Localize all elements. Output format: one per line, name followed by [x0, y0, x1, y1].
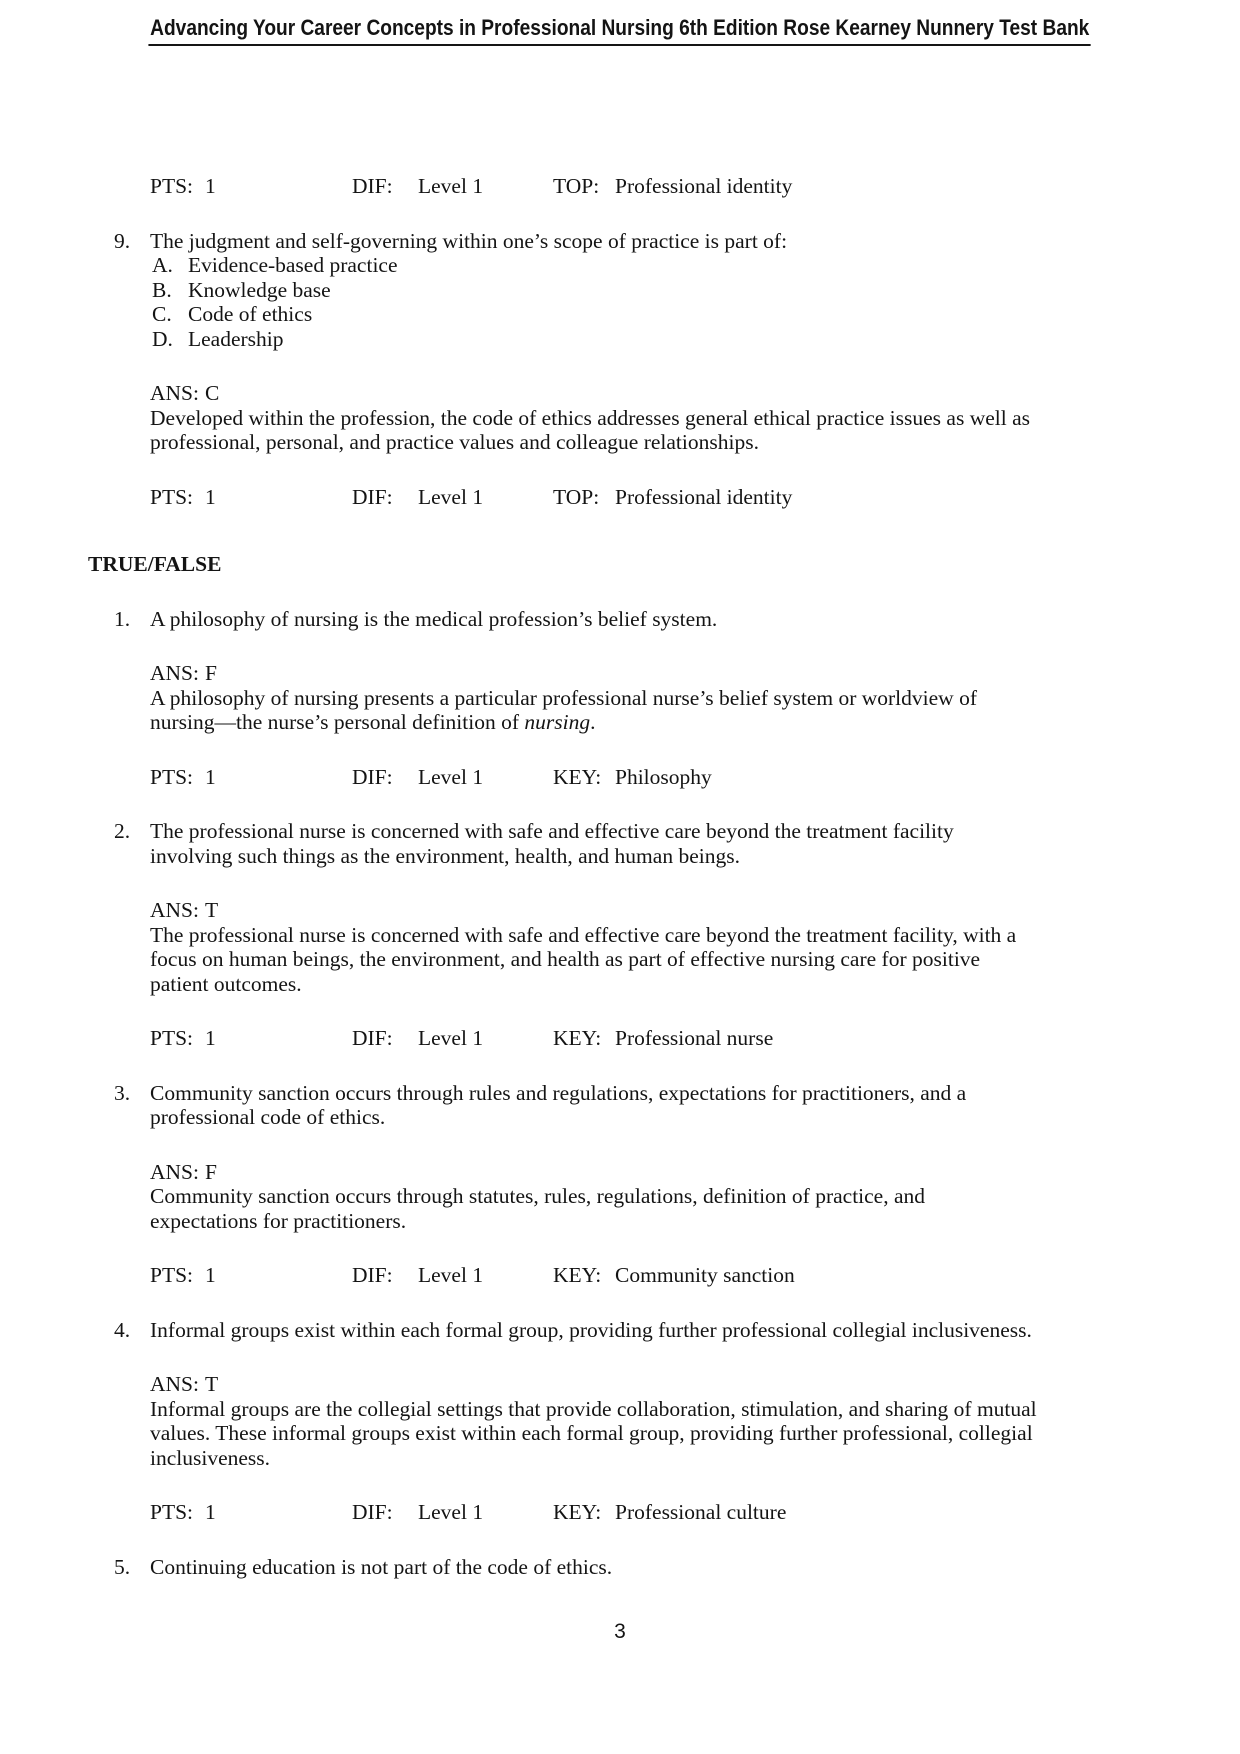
- meta-label: DIF:: [352, 1263, 393, 1287]
- answer-option: [152, 326, 1240, 352]
- question: [0, 1555, 1240, 1580]
- meta-label: PTS:: [150, 1263, 194, 1287]
- feedback-line: [150, 710, 1240, 735]
- answer-block: [0, 898, 1240, 996]
- meta-label: DIF:: [352, 1500, 393, 1524]
- meta-label: DIF:: [352, 1026, 393, 1050]
- question-text-line: [114, 819, 1240, 844]
- question: [0, 819, 1240, 868]
- text-run: inclusiveness.: [150, 1445, 271, 1470]
- meta-value: 1: [205, 764, 216, 789]
- question: [0, 1081, 1240, 1130]
- feedback-line: [150, 686, 1240, 711]
- option-text: Code of ethics: [188, 302, 313, 326]
- answer-line: [150, 1372, 1240, 1397]
- feedback-line: [150, 1184, 1240, 1209]
- question-number: 9.: [114, 228, 131, 253]
- meta-value: Community sanction: [615, 1263, 795, 1287]
- answer-value: T: [205, 1372, 219, 1396]
- question-text-line: [150, 844, 1240, 869]
- text-run: A philosophy of nursing is the medical profession’s belief system.: [150, 606, 718, 631]
- text-run: Developed within the profession, the code of ethics addresses general ethical practice issues as well as: [150, 405, 1030, 430]
- feedback-line: [150, 1397, 1240, 1422]
- meta-line: [150, 1263, 1240, 1288]
- page-header: [0, 14, 1240, 46]
- meta-value: 1: [205, 1263, 216, 1287]
- text-run: expectations for practitioners.: [150, 1208, 407, 1233]
- option-letter: A.: [152, 253, 173, 277]
- meta-label: DIF:: [352, 174, 393, 198]
- meta-value: 1: [205, 484, 216, 509]
- option-letter: D.: [152, 326, 173, 351]
- meta-label: PTS:: [150, 174, 194, 198]
- page-footer: [0, 1620, 1240, 1644]
- meta-label: PTS:: [150, 764, 194, 789]
- meta-label: PTS:: [150, 484, 194, 509]
- meta-value: Professional culture: [615, 1500, 787, 1524]
- feedback-line: [150, 406, 1240, 431]
- meta-label: TOP:: [553, 174, 600, 198]
- text-run: Community sanction occurs through statutes, rules, regulations, definition of practice, and: [150, 1184, 926, 1208]
- feedback-line: [150, 947, 1240, 972]
- meta-label: KEY:: [553, 1500, 602, 1524]
- answer-block: [0, 1372, 1240, 1470]
- answer-value: C: [205, 381, 220, 405]
- option-text: Knowledge base: [188, 277, 331, 302]
- question-number: 1.: [114, 606, 131, 631]
- meta-value: Level 1: [418, 1263, 484, 1287]
- text-run: A philosophy of nursing presents a particular professional nurse’s belief system or worldview of: [150, 685, 977, 710]
- answer-block: [0, 381, 1240, 455]
- feedback-line: [150, 923, 1240, 948]
- text-run: focus on human beings, the environment, and health as part of effective nursing care for positive: [150, 947, 981, 971]
- document-body: [0, 174, 1240, 1579]
- meta-value: Professional identity: [615, 174, 793, 198]
- text-run: Informal groups exist within each formal group, providing further professional collegial inclusiveness.: [150, 1317, 1032, 1342]
- italic-word: nursing: [524, 710, 591, 734]
- meta-value: Level 1: [418, 1026, 484, 1050]
- option-text: Evidence-based practice: [188, 253, 398, 277]
- answer-label: ANS:: [150, 381, 199, 405]
- text-run: professional code of ethics.: [150, 1105, 386, 1129]
- meta-label: KEY:: [553, 1263, 602, 1287]
- meta-value: 1: [205, 1026, 216, 1050]
- answer-option: [152, 277, 1240, 303]
- option-letter: B.: [152, 277, 172, 302]
- answer-option: [152, 302, 1240, 327]
- question-text-line: [150, 1105, 1240, 1130]
- meta-label: KEY:: [553, 1026, 602, 1050]
- text-run: The professional nurse is concerned with safe and effective care beyond the treatment facility, with a: [150, 922, 1017, 947]
- text-run: professional, personal, and practice values and colleague relationships.: [150, 430, 759, 454]
- answer-block: [0, 661, 1240, 735]
- answer-line: [150, 661, 1240, 686]
- text-run: values. These informal groups exist within each formal group, providing further professional, collegial: [150, 1421, 1033, 1445]
- answer-line: [150, 381, 1240, 406]
- answer-label: ANS:: [150, 661, 199, 685]
- answer-label: ANS:: [150, 1372, 199, 1396]
- answer-line: [150, 898, 1240, 923]
- meta-value: Level 1: [418, 764, 484, 789]
- meta-value: Level 1: [418, 484, 484, 509]
- feedback-line: [150, 430, 1240, 455]
- meta-line: [150, 1500, 1240, 1525]
- text-run: patient outcomes.: [150, 971, 302, 996]
- text-run: The judgment and self-governing within one’s scope of practice is part of:: [150, 228, 788, 253]
- meta-label: KEY:: [553, 764, 602, 789]
- meta-label: PTS:: [150, 1026, 194, 1050]
- text-run: Informal groups are the collegial settings that provide collaboration, stimulation, and sharing of mutual: [150, 1396, 1037, 1421]
- answer-block: [0, 1160, 1240, 1234]
- meta-line: [150, 485, 1240, 510]
- page-header-title: Advancing Your Career Concepts in Professional Nursing 6th Edition Rose Kearney Nunnery Test Bank: [149, 14, 1092, 46]
- question-text-line: [114, 606, 1240, 632]
- meta-line: [150, 1026, 1240, 1051]
- text-run: .: [590, 710, 596, 734]
- section-heading: TRUE/FALSE: [88, 552, 222, 576]
- text-run: involving such things as the environment, health, and human beings.: [150, 843, 740, 868]
- meta-line: [150, 765, 1240, 790]
- meta-label: PTS:: [150, 1500, 194, 1524]
- question: [0, 607, 1240, 632]
- feedback-line: [150, 1446, 1240, 1471]
- meta-value: 1: [205, 1500, 216, 1524]
- meta-label: DIF:: [352, 764, 393, 789]
- answer-value: F: [205, 661, 217, 685]
- answer-label: ANS:: [150, 1159, 199, 1184]
- option-letter: C.: [152, 302, 172, 326]
- meta-value: Professional nurse: [615, 1026, 774, 1050]
- question-text-line: [114, 1554, 1240, 1580]
- text-run: nursing—the nurse’s personal definition of: [150, 710, 525, 734]
- meta-value: Level 1: [418, 174, 484, 198]
- meta-value: Professional identity: [615, 484, 793, 509]
- question-text-line: [114, 1080, 1240, 1106]
- meta-value: Level 1: [418, 1500, 484, 1524]
- question-number: 3.: [114, 1080, 131, 1105]
- answer-value: T: [205, 898, 219, 922]
- feedback-line: [150, 1421, 1240, 1446]
- meta-label: DIF:: [352, 484, 393, 509]
- question: [0, 229, 1240, 352]
- answer-label: ANS:: [150, 898, 199, 922]
- text-run: Continuing education is not part of the code of ethics.: [150, 1554, 613, 1579]
- answer-option: [152, 253, 1240, 278]
- meta-value: Philosophy: [615, 764, 712, 789]
- answer-value: F: [205, 1159, 217, 1184]
- question-text-line: [114, 228, 1240, 254]
- feedback-line: [150, 1209, 1240, 1234]
- page-number: 3: [614, 1620, 626, 1643]
- text-run: The professional nurse is concerned with safe and effective care beyond the treatment facility: [150, 819, 954, 843]
- option-text: Leadership: [188, 326, 284, 351]
- text-run: Community sanction occurs through rules and regulations, expectations for practitioners, and a: [150, 1080, 967, 1105]
- meta-label: TOP:: [553, 484, 600, 509]
- feedback-line: [150, 972, 1240, 997]
- question-number: 4.: [114, 1317, 131, 1342]
- question-number: 2.: [114, 819, 131, 843]
- question-text-line: [114, 1317, 1240, 1343]
- meta-line: [150, 174, 1240, 199]
- meta-value: 1: [205, 174, 216, 198]
- question: [0, 1318, 1240, 1343]
- answer-line: [150, 1160, 1240, 1185]
- question-number: 5.: [114, 1554, 131, 1579]
